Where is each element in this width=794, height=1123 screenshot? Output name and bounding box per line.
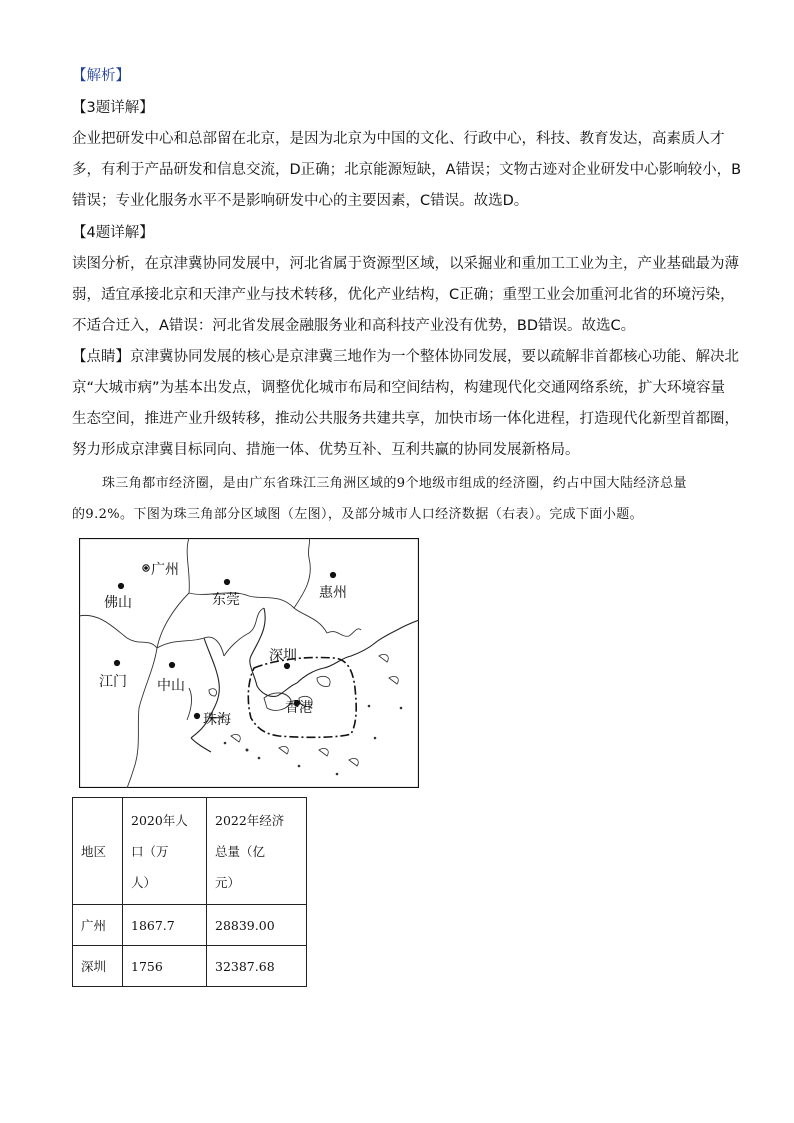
islet [400, 707, 403, 710]
q3-line-2: 多，有利于产品研发和信息交流，D正确；北京能源短缺，A错误；文物古迹对企业研发中心影响较小，B [72, 162, 742, 178]
map-label-foshan: 佛山 [104, 595, 132, 611]
header-region: 地区 [73, 798, 123, 905]
question-intro-line-1: 珠三角都市经济圈，是由广东省珠江三角洲区域的9个地级市组成的经济圈，约占中国大陆经济总量 [102, 476, 687, 491]
zhuhai-marker [194, 713, 199, 718]
header-gdp: 2022年经济 总量（亿 元） [207, 798, 307, 905]
q3-line-1: 企业把研发中心和总部留在北京，是因为北京为中国的文化、行政中心，科技、教育发达，高素质人才 [72, 131, 725, 147]
question-intro-line-2: 的9.2%。下图为珠三角部分区域图（左图），及部分城市人口经济数据（右表）。完成下面小题。 [72, 507, 644, 522]
map-label-shenzhen: 深圳 [269, 648, 297, 664]
q3-line-3: 错误；专业化服务水平不是影响研发中心的主要因素，C错误。故选D。 [72, 193, 529, 209]
map-label-zhuhai: 珠海 [203, 712, 231, 728]
cell-region: 广州 [73, 905, 123, 946]
islet [298, 765, 301, 768]
header-population: 2020年人 口（万 人） [123, 798, 207, 905]
analysis-title: 【解析】 [72, 68, 130, 84]
jiangmen-marker [114, 660, 119, 665]
city-data-table [72, 797, 307, 987]
shenzhen-marker [284, 663, 289, 668]
islet [368, 705, 371, 708]
tip-paragraph-line-1: 【点睛】京津冀协同发展的核心是京津冀三地作为一个整体协同发展，要以疏解非首都核心功能、解决北 [72, 349, 739, 365]
map-label-jiangmen: 江门 [99, 674, 127, 690]
map-label-huizhou: 惠州 [319, 585, 347, 601]
islet [258, 757, 261, 760]
tip-header: 【点睛】 [72, 349, 130, 365]
map-label-dongguan: 东莞 [212, 592, 240, 608]
pearl-river-delta-map [79, 538, 419, 788]
huizhou-marker [330, 572, 335, 577]
q4-header: 【4题详解】 [72, 225, 154, 241]
table-header-row [73, 798, 307, 905]
q4-line-3: 不适合迁入，A错误：河北省发展金融服务业和高科技产业没有优势，BD错误。故选C。 [72, 318, 636, 334]
cell-gdp: 28839.00 [207, 905, 307, 946]
islet [374, 737, 377, 740]
table-row [73, 905, 307, 946]
foshan-marker [118, 583, 123, 588]
islet [224, 742, 227, 745]
zhongshan-marker [169, 662, 174, 667]
map-label-zhongshan: 中山 [157, 678, 185, 694]
cell-region: 深圳 [73, 946, 123, 987]
map-frame [80, 539, 419, 788]
guangzhou-marker-dot [145, 567, 148, 570]
map-label-hong-kong: 香港 [285, 700, 313, 716]
islet [246, 749, 249, 752]
cell-population: 1756 [123, 946, 207, 987]
dongguan-marker [224, 579, 229, 584]
islet [336, 773, 339, 776]
q4-line-2: 弱，适宜承接北京和天津产业与技术转移，优化产业结构，C正确；重型工业会加重河北省的环境污染， [72, 287, 735, 303]
cell-gdp: 32387.68 [207, 946, 307, 987]
q3-header: 【3题详解】 [72, 100, 154, 116]
table-row [73, 946, 307, 987]
tip-line-4: 努力形成京津冀目标同向、措施一体、优势互补、互利共赢的协同发展新格局。 [72, 442, 580, 458]
tip-line-2: 京“大城市病”为基本出发点，调整优化城市布局和空间结构，构建现代化交通网络系统，扩大环境容量 [72, 380, 726, 396]
cell-population: 1867.7 [123, 905, 207, 946]
tip-line-3: 生态空间，推进产业升级转移，推动公共服务共建共享，加快市场一体化进程，打造现代化新型首都圈， [72, 411, 739, 427]
q4-line-1: 读图分析，在京津冀协同发展中，河北省属于资源型区域，以采掘业和重加工工业为主，产业基础最为薄 [72, 256, 739, 272]
map-label-guangzhou: 广州 [151, 562, 179, 578]
